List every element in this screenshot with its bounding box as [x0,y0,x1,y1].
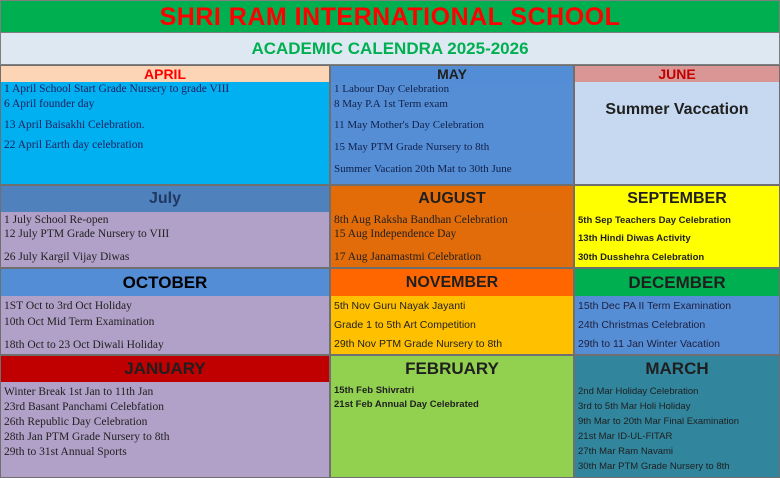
event-item: 21st Mar ID-UL-FITAR [578,431,673,442]
event-item: 15 May PTM Grade Nursery to 8th [334,141,490,153]
month-events [331,82,573,184]
month-header: OCTOBER [1,269,329,296]
month-events [1,212,329,267]
month-june [574,65,780,185]
event-item: 5th Sep Teachers Day Celebration [578,215,731,226]
event-item: 22 April Earth day celebration [4,139,144,151]
month-april [0,65,330,185]
event-item: 15 Aug Independence Day [334,228,457,240]
month-header: NOVEMBER [331,269,573,296]
event-item: 1 July School Re-open [4,214,109,226]
event-item: 24th Christmas Celebration [578,319,706,331]
month-events [331,382,573,477]
month-header: DECEMBER [575,269,779,296]
event-item: 29th Nov PTM Grade Nursery to 8th [334,338,503,350]
month-events [575,296,779,354]
school-name: SHRI RAM INTERNATIONAL SCHOOL [0,0,780,33]
event-item: 1 April School Start Grade Nursery to grade VIII [4,83,230,95]
event-item: 8 May P.A 1st Term exam [334,98,448,110]
month-events [1,82,329,184]
event-item: Grade 1 to 5th Art Competition [334,319,476,331]
month-header: JUNE [575,66,779,82]
event-item: 11 May Mother's Day Celebration [334,119,485,131]
month-august [330,185,574,268]
event-item: Winter Break 1st Jan to 11th Jan [4,386,154,398]
event-item: 15th Feb Shivratri [334,385,415,396]
month-header: APRIL [1,66,329,82]
month-events [1,296,329,354]
month-events [331,212,573,267]
month-events [1,382,329,477]
month-header: MARCH [575,356,779,382]
calendar-grid [0,65,780,478]
event-item: 1 Labour Day Celebration [334,83,450,95]
event-item: 18th Oct to 23 Oct Diwali Holiday [4,339,164,351]
month-header: AUGUST [331,186,573,212]
event-item: 6 April founder day [4,98,95,110]
event-item: 29th to 11 Jan Winter Vacation [578,338,721,350]
month-may [330,65,574,185]
event-item: Summer Vaccation [605,101,749,118]
month-november [330,268,574,355]
event-item: 27th Mar Ram Navami [578,446,674,457]
event-item: Summer Vacation 20th Mat to 30th June [334,163,512,175]
month-december [574,268,780,355]
event-item: 30th Dusshehra Celebration [578,252,705,263]
month-february [330,355,574,478]
event-item: 10th Oct Mid Term Examination [4,316,155,328]
month-march [574,355,780,478]
month-events [575,82,779,184]
event-item: 9th Mar to 20th Mar Final Examination [578,416,740,427]
month-events [575,212,779,267]
month-events [575,382,779,477]
calendar-title: ACADEMIC CALENDRA 2025-2026 [0,33,780,65]
event-item: 15th Dec PA II Term Examination [578,300,732,312]
event-item: 13th Hindi Diwas Activity [578,233,691,244]
event-item: 23rd Basant Panchami Celebfation [4,401,165,413]
month-october [0,268,330,355]
event-item: 29th to 31st Annual Sports [4,446,127,458]
month-header: FEBRUARY [331,356,573,382]
event-item: 30th Mar PTM Grade Nursery to 8th [578,461,730,472]
event-item: 13 April Baisakhi Celebration. [4,119,145,131]
event-item: 21st Feb Annual Day Celebrated [334,399,479,410]
event-item: 28th Jan PTM Grade Nursery to 8th [4,431,170,443]
month-july [0,185,330,268]
event-item: 1ST Oct to 3rd Oct Holiday [4,300,132,312]
event-item: 17 Aug Janamastmi Celebration [334,251,482,263]
month-january [0,355,330,478]
event-item: 26th Republic Day Celebration [4,416,148,428]
event-item: 26 July Kargil Vijay Diwas [4,251,130,263]
month-header: SEPTEMBER [575,186,779,212]
event-item: 2nd Mar Holiday Celebration [578,386,699,397]
month-header: MAY [331,66,573,82]
event-item: 12 July PTM Grade Nursery to VIII [4,228,170,240]
month-header: July [1,186,329,212]
month-header: JANUARY [1,356,329,382]
month-september [574,185,780,268]
event-item: 8th Aug Raksha Bandhan Celebration [334,214,508,226]
month-events [331,296,573,354]
event-item: 3rd to 5th Mar Holi Holiday [578,401,691,412]
event-item: 5th Nov Guru Nayak Jayanti [334,300,466,312]
